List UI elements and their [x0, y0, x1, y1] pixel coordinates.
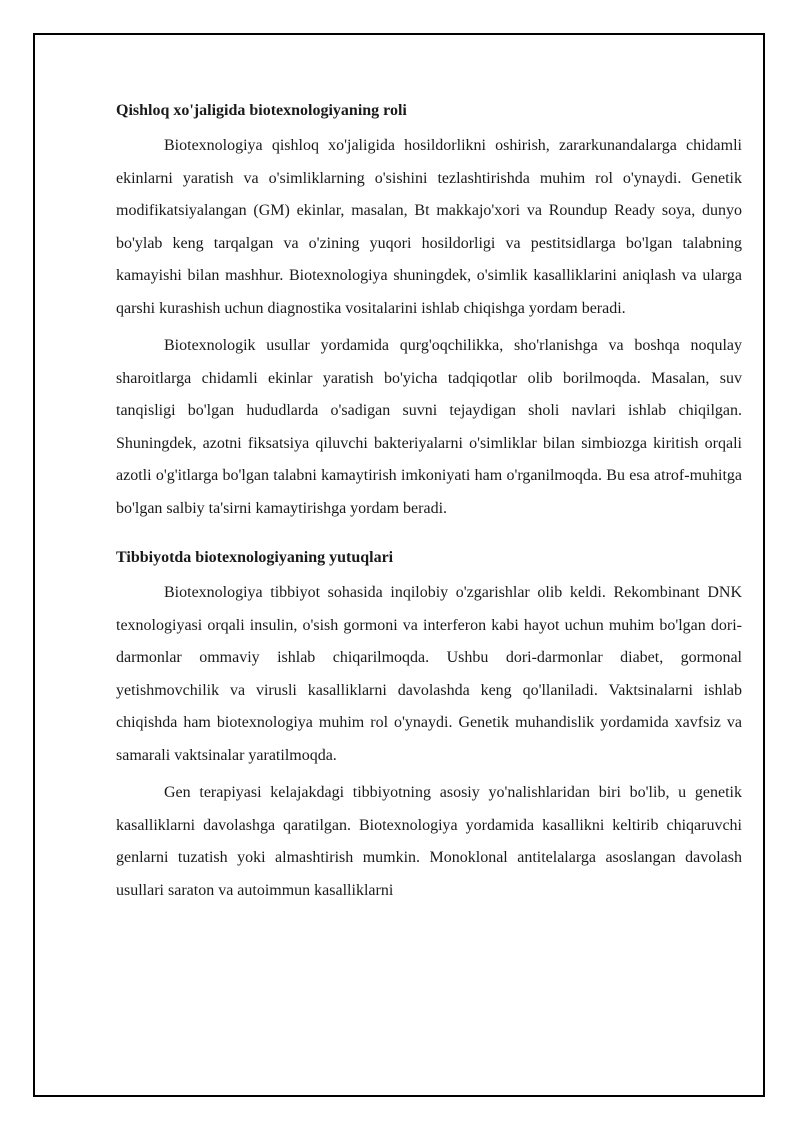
- section-heading: Qishloq xo'jaligida biotexnologiyaning roli: [116, 102, 407, 119]
- section-medicine: [116, 545, 742, 907]
- paragraph: Biotexnologik usullar yordamida qurg'oqchilikka, sho'rlanishga va boshqa noqulay sharoitlarga chidamli ekinlar yaratish bo'yicha tadqiqotlar olib borilmoqda. Masalan, suv tanqisligi bo'lgan hududlarda o'sadigan suvni tejaydigan sholi navlari ishlab chiqilgan. Shuningdek, azotni fiksatsiya qiluvchi bakteriyalarni o'simliklar bilan simbiozga kiritish orqali azotli o'g'itlarga bo'lgan talabni kamaytirish imkoniyati ham o'rganilmoqda. Bu esa atrof-muhitga bo'lgan salbiy ta'sirni kamaytirishga yordam beradi.: [116, 337, 742, 517]
- paragraph: Biotexnologiya qishloq xo'jaligida hosildorlikni oshirish, zararkunandalarga chidamli ekinlarni yaratish va o'simliklarning o'sishini tezlashtirishda muhim rol o'ynaydi. Genetik modifikatsiyalangan (GM) ekinlar, masalan, Bt makkajo'xori va Roundup Ready soya, dunyo bo'ylab keng tarqalgan va o'zining yuqori hosildorligi va pestitsidlarga bo'lgan talabning kamayishi bilan mashhur. Biotexnologiya shuningdek, o'simlik kasalliklarini aniqlash va ularga qarshi kurashish uchun diagnostika vositalarini ishlab chiqishga yordam beradi.: [116, 137, 742, 317]
- document-body: [116, 98, 742, 907]
- section-agriculture: [116, 98, 742, 525]
- paragraph: Gen terapiyasi kelajakdagi tibbiyotning asosiy yo'nalishlaridan biri bo'lib, u genetik kasalliklarni davolashga qaratilgan. Biotexnologiya yordamida kasallikni keltirib chiqaruvchi genlarni tuzatish yoki almashtirish mumkin. Monoklonal antitelalarga asoslangan davolash usullari saraton va autoimmun kasalliklarni: [116, 784, 742, 899]
- section-heading: Tibbiyotda biotexnologiyaning yutuqlari: [116, 549, 394, 566]
- paragraph: Biotexnologiya tibbiyot sohasida inqilobiy o'zgarishlar olib keldi. Rekombinant DNK texnologiyasi orqali insulin, o'sish gormoni va interferon kabi hayot uchun muhim bo'lgan dori-darmonlar ommaviy ishlab chiqarilmoqda. Ushbu dori-darmonlar diabet, gormonal yetishmovchilik va virusli kasalliklarni davolashda keng qo'llaniladi. Vaktsinalarni ishlab chiqishda ham biotexnologiya muhim rol o'ynaydi. Genetik muhandislik yordamida xavfsiz va samarali vaktsinalar yaratilmoqda.: [116, 584, 742, 764]
